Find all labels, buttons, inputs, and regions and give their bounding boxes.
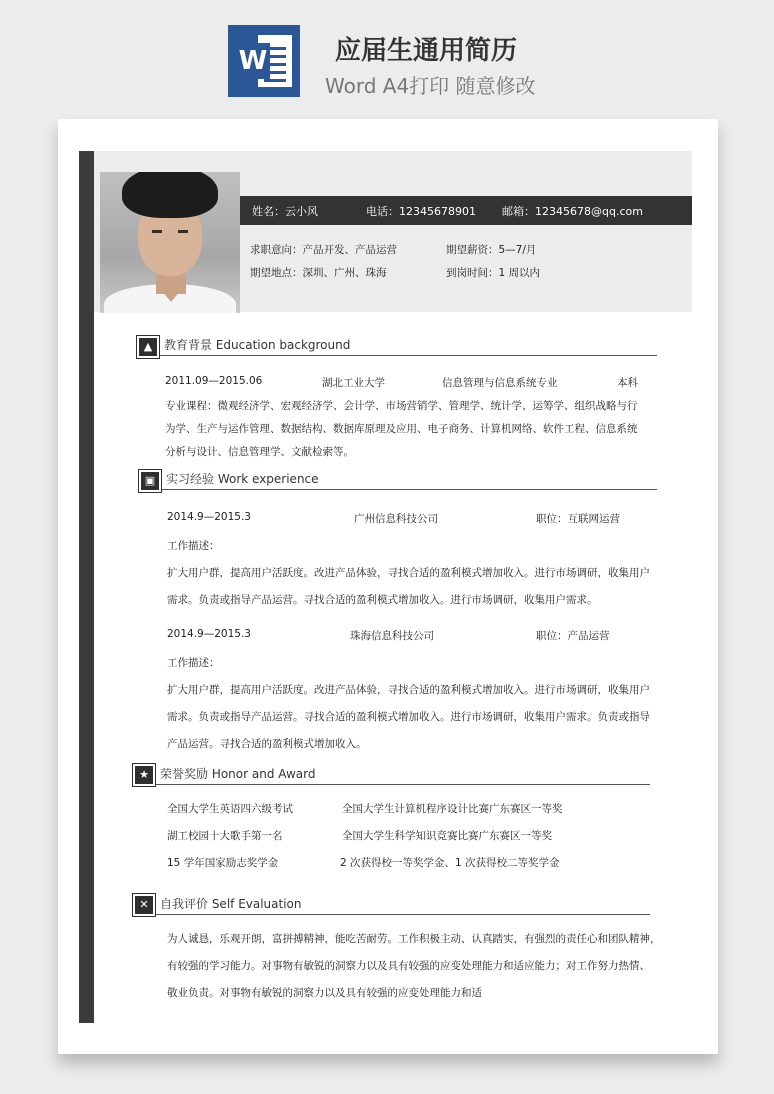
honor-item: 全国大学生科学知识竞赛比赛广东赛区一等奖 xyxy=(342,830,552,842)
phone-text: 电话：12345678901 xyxy=(366,205,476,218)
page-header xyxy=(0,0,774,110)
honor-item: 15 学年国家励志奖学金 xyxy=(167,857,279,869)
section-divider xyxy=(162,489,657,490)
job-company: 广州信息科技公司 xyxy=(354,513,438,525)
job-desc-line: 扩大用户群，提高用户活跃度。改进产品体验，寻找合适的盈利模式增加收入。进行市场调研，收集用户 xyxy=(167,684,650,696)
section-divider xyxy=(160,355,657,356)
education-courses-line: 分析与设计、信息管理学、文献检索等。 xyxy=(165,446,354,458)
graduation-cap-icon: ▲ xyxy=(137,336,159,358)
experience-section-title: 实习经验 Work experience xyxy=(166,472,319,486)
job-period: 2014.9—2015.3 xyxy=(167,511,251,523)
job-desc-line: 产品运营。寻找合适的盈利模式增加收入。 xyxy=(167,738,367,750)
name-text: 姓名：云小风 xyxy=(252,205,318,218)
honor-item: 2 次获得校一等奖学金、1 次获得校二等奖学金 xyxy=(340,857,560,869)
folder-icon: ▣ xyxy=(139,470,161,492)
job-position: 职位：产品运营 xyxy=(536,630,610,642)
job-desc-line: 扩大用户群，提高用户活跃度。改进产品体验，寻找合适的盈利模式增加收入。进行市场调研，收集用户 xyxy=(167,567,650,579)
education-period: 2011.09—2015.06 xyxy=(165,375,263,387)
honor-item: 全国大学生英语四六级考试 xyxy=(167,803,293,815)
education-courses-line: 专业课程：微观经济学、宏观经济学、会计学、市场营销学、管理学、统计学、运筹学、组织战略与行 xyxy=(165,400,638,412)
honors-section-title: 荣誉奖励 Honor and Award xyxy=(160,767,316,781)
honor-item: 全国大学生计算机程序设计比赛广东赛区一等奖 xyxy=(342,803,563,815)
tools-icon: ✕ xyxy=(133,894,155,916)
evaluation-line: 为人诚恳，乐观开朗，富拼搏精神，能吃苦耐劳。工作积极主动、认真踏实，有强烈的责任心和团队精神， xyxy=(167,933,661,945)
evaluation-section-title: 自我评价 Self Evaluation xyxy=(160,897,302,911)
word-logo-letter: W xyxy=(236,43,270,79)
section-divider xyxy=(156,784,650,785)
education-degree: 本科 xyxy=(617,377,638,389)
job-company: 珠海信息科技公司 xyxy=(350,630,434,642)
education-school: 湖北工业大学 xyxy=(322,377,385,389)
contact-bar xyxy=(240,196,692,225)
star-icon: ★ xyxy=(133,764,155,786)
word-logo-icon xyxy=(228,25,300,97)
profile-photo xyxy=(100,172,240,313)
location-text: 期望地点：深圳、广州、珠海 xyxy=(250,267,387,279)
job-desc-line: 需求。负责或指导产品运营。寻找合适的盈利模式增加收入。进行市场调研，收集用户需求。负责或指导 xyxy=(167,711,650,723)
page-title: 应届生通用简历 xyxy=(335,36,518,66)
salary-text: 期望薪资：5—7/月 xyxy=(446,244,537,256)
arrival-text: 到岗时间：1 周以内 xyxy=(446,267,541,279)
evaluation-line: 敬业负责。对事物有敏锐的洞察力以及具有较强的应变处理能力和适 xyxy=(167,987,482,999)
email-text: 邮箱：12345678@qq.com xyxy=(502,205,643,218)
honor-item: 湖工校园十大歌手第一名 xyxy=(167,830,283,842)
job-period: 2014.9—2015.3 xyxy=(167,628,251,640)
side-accent-bar xyxy=(79,151,94,1023)
education-courses-line: 为学、生产与运作管理、数据结构、数据库原理及应用、电子商务、计算机网络、软件工程、信息系统 xyxy=(165,423,638,435)
section-divider xyxy=(156,914,650,915)
page-subtitle: Word A4打印 随意修改 xyxy=(325,74,536,98)
education-major: 信息管理与信息系统专业 xyxy=(442,377,558,389)
resume-paper xyxy=(58,119,718,1054)
evaluation-line: 有较强的学习能力。对事物有敏锐的洞察力以及具有较强的应变处理能力和适应能力；对工作努力热情、 xyxy=(167,960,650,972)
job-desc-line: 需求。负责或指导产品运营。寻找合适的盈利模式增加收入。进行市场调研，收集用户需求。 xyxy=(167,594,598,606)
job-desc-label: 工作描述： xyxy=(167,657,220,669)
education-section-title: 教育背景 Education background xyxy=(164,338,351,352)
job-position: 职位：互联网运营 xyxy=(536,513,620,525)
intention-text: 求职意向：产品开发、产品运营 xyxy=(250,244,397,256)
job-desc-label: 工作描述： xyxy=(167,540,220,552)
